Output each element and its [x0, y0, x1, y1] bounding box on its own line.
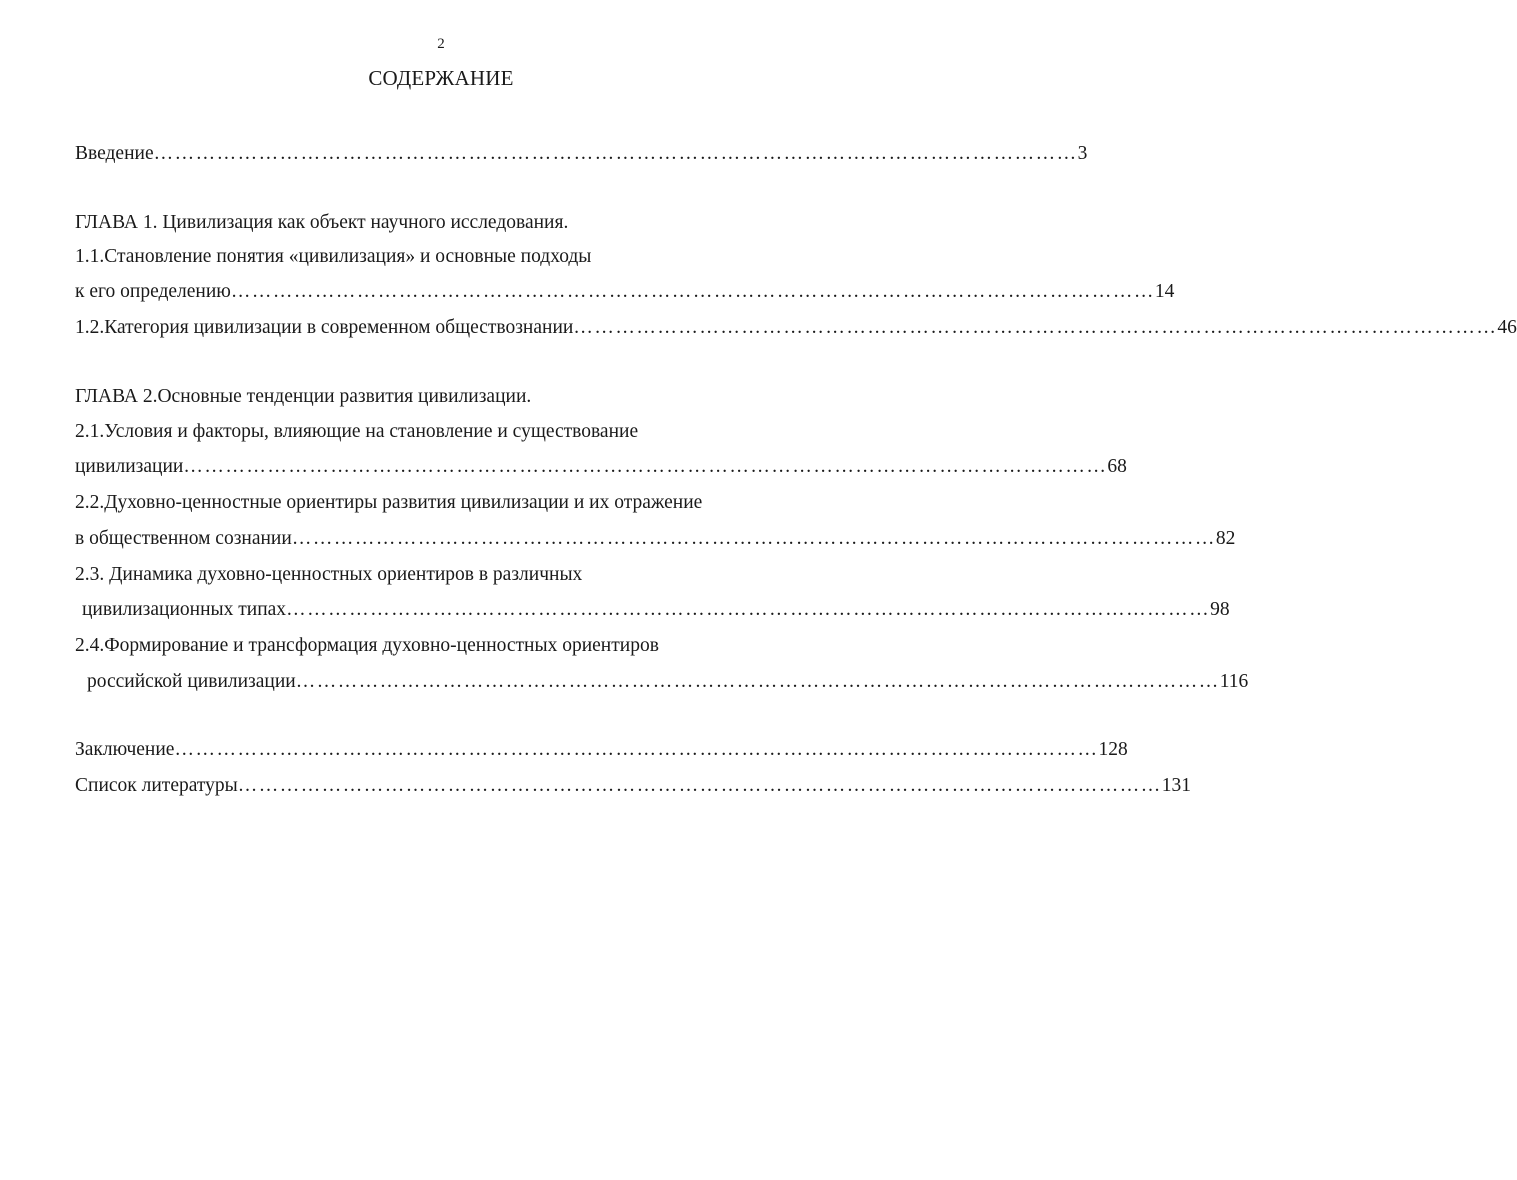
toc-leader-dots: …………………………………………………………………………………………………………………… — [295, 671, 1220, 692]
toc-entry-2-3[interactable] — [82, 598, 1230, 622]
toc-entry-1-1[interactable] — [75, 280, 1175, 304]
toc-leader-dots: …………………………………………………………………………………………………………………… — [237, 775, 1162, 796]
toc-leader-dots: …………………………………………………………………………………………………………………… — [174, 739, 1099, 760]
toc-entry-page: 98 — [1210, 599, 1230, 620]
section-2-2-title[interactable]: 2.2.Духовно-ценностные ориентиры развития цивилизации и их отражение — [75, 492, 703, 513]
toc-entry-label: цивилизации — [75, 456, 184, 477]
toc-entry-label: к его определению — [75, 281, 231, 302]
toc-entry-page: 3 — [1077, 143, 1088, 164]
toc-entry-label: цивилизационных типах — [82, 599, 287, 620]
toc-entry-label: Заключение — [75, 739, 175, 760]
toc-leader-dots: …………………………………………………………………………………………………………………… — [230, 281, 1155, 302]
toc-entry-conclusion[interactable] — [75, 738, 1128, 762]
section-2-3-title[interactable]: 2.3. Динамика духовно-ценностных ориентиров в различных — [75, 564, 583, 585]
toc-entry-page: 131 — [1161, 775, 1191, 796]
toc-leader-dots: …………………………………………………………………………………………………………………… — [286, 599, 1211, 620]
toc-entry-1-2[interactable] — [75, 316, 1517, 340]
toc-entry-bibliography[interactable] — [75, 774, 1191, 798]
toc-title: СОДЕРЖАНИЕ — [368, 66, 514, 90]
toc-entry-label: Введение — [75, 143, 154, 164]
toc-entry-page: 128 — [1098, 739, 1128, 760]
chapter-2-heading[interactable]: ГЛАВА 2.Основные тенденции развития цивилизации. — [75, 386, 532, 407]
toc-leader-dots: …………………………………………………………………………………………………………………… — [183, 456, 1108, 477]
toc-entry-page: 82 — [1215, 528, 1236, 549]
toc-leader-dots: …………………………………………………………………………………………………………………… — [573, 317, 1498, 338]
toc-leader-dots: …………………………………………………………………………………………………………………… — [153, 143, 1078, 164]
toc-entry-2-2[interactable] — [75, 527, 1236, 551]
toc-entry-intro[interactable] — [75, 142, 1088, 166]
toc-leader-dots: …………………………………………………………………………………………………………………… — [291, 528, 1216, 549]
section-1-1-title[interactable]: 1.1.Становление понятия «цивилизация» и основные подходы — [75, 246, 592, 267]
toc-entry-page: 46 — [1497, 317, 1517, 338]
toc-entry-label: Список литературы — [75, 775, 238, 796]
page-number: 2 — [437, 36, 445, 52]
toc-entry-page: 68 — [1107, 456, 1127, 477]
toc-entry-label: в общественном сознании — [75, 528, 292, 549]
section-2-1-title[interactable]: 2.1.Условия и факторы, влияющие на становление и существование — [75, 421, 639, 442]
toc-entry-2-4[interactable] — [87, 670, 1249, 694]
chapter-1-heading[interactable]: ГЛАВА 1. Цивилизация как объект научного исследования. — [75, 212, 569, 233]
toc-entry-2-1[interactable] — [75, 455, 1127, 479]
toc-entry-label: российской цивилизации — [87, 671, 296, 692]
toc-entry-page: 14 — [1154, 281, 1175, 302]
section-2-4-title[interactable]: 2.4.Формирование и трансформация духовно-ценностных ориентиров — [75, 635, 659, 656]
toc-entry-label: 1.2.Категория цивилизации в современном обществознании — [75, 317, 574, 338]
toc-entry-page: 116 — [1219, 671, 1249, 692]
